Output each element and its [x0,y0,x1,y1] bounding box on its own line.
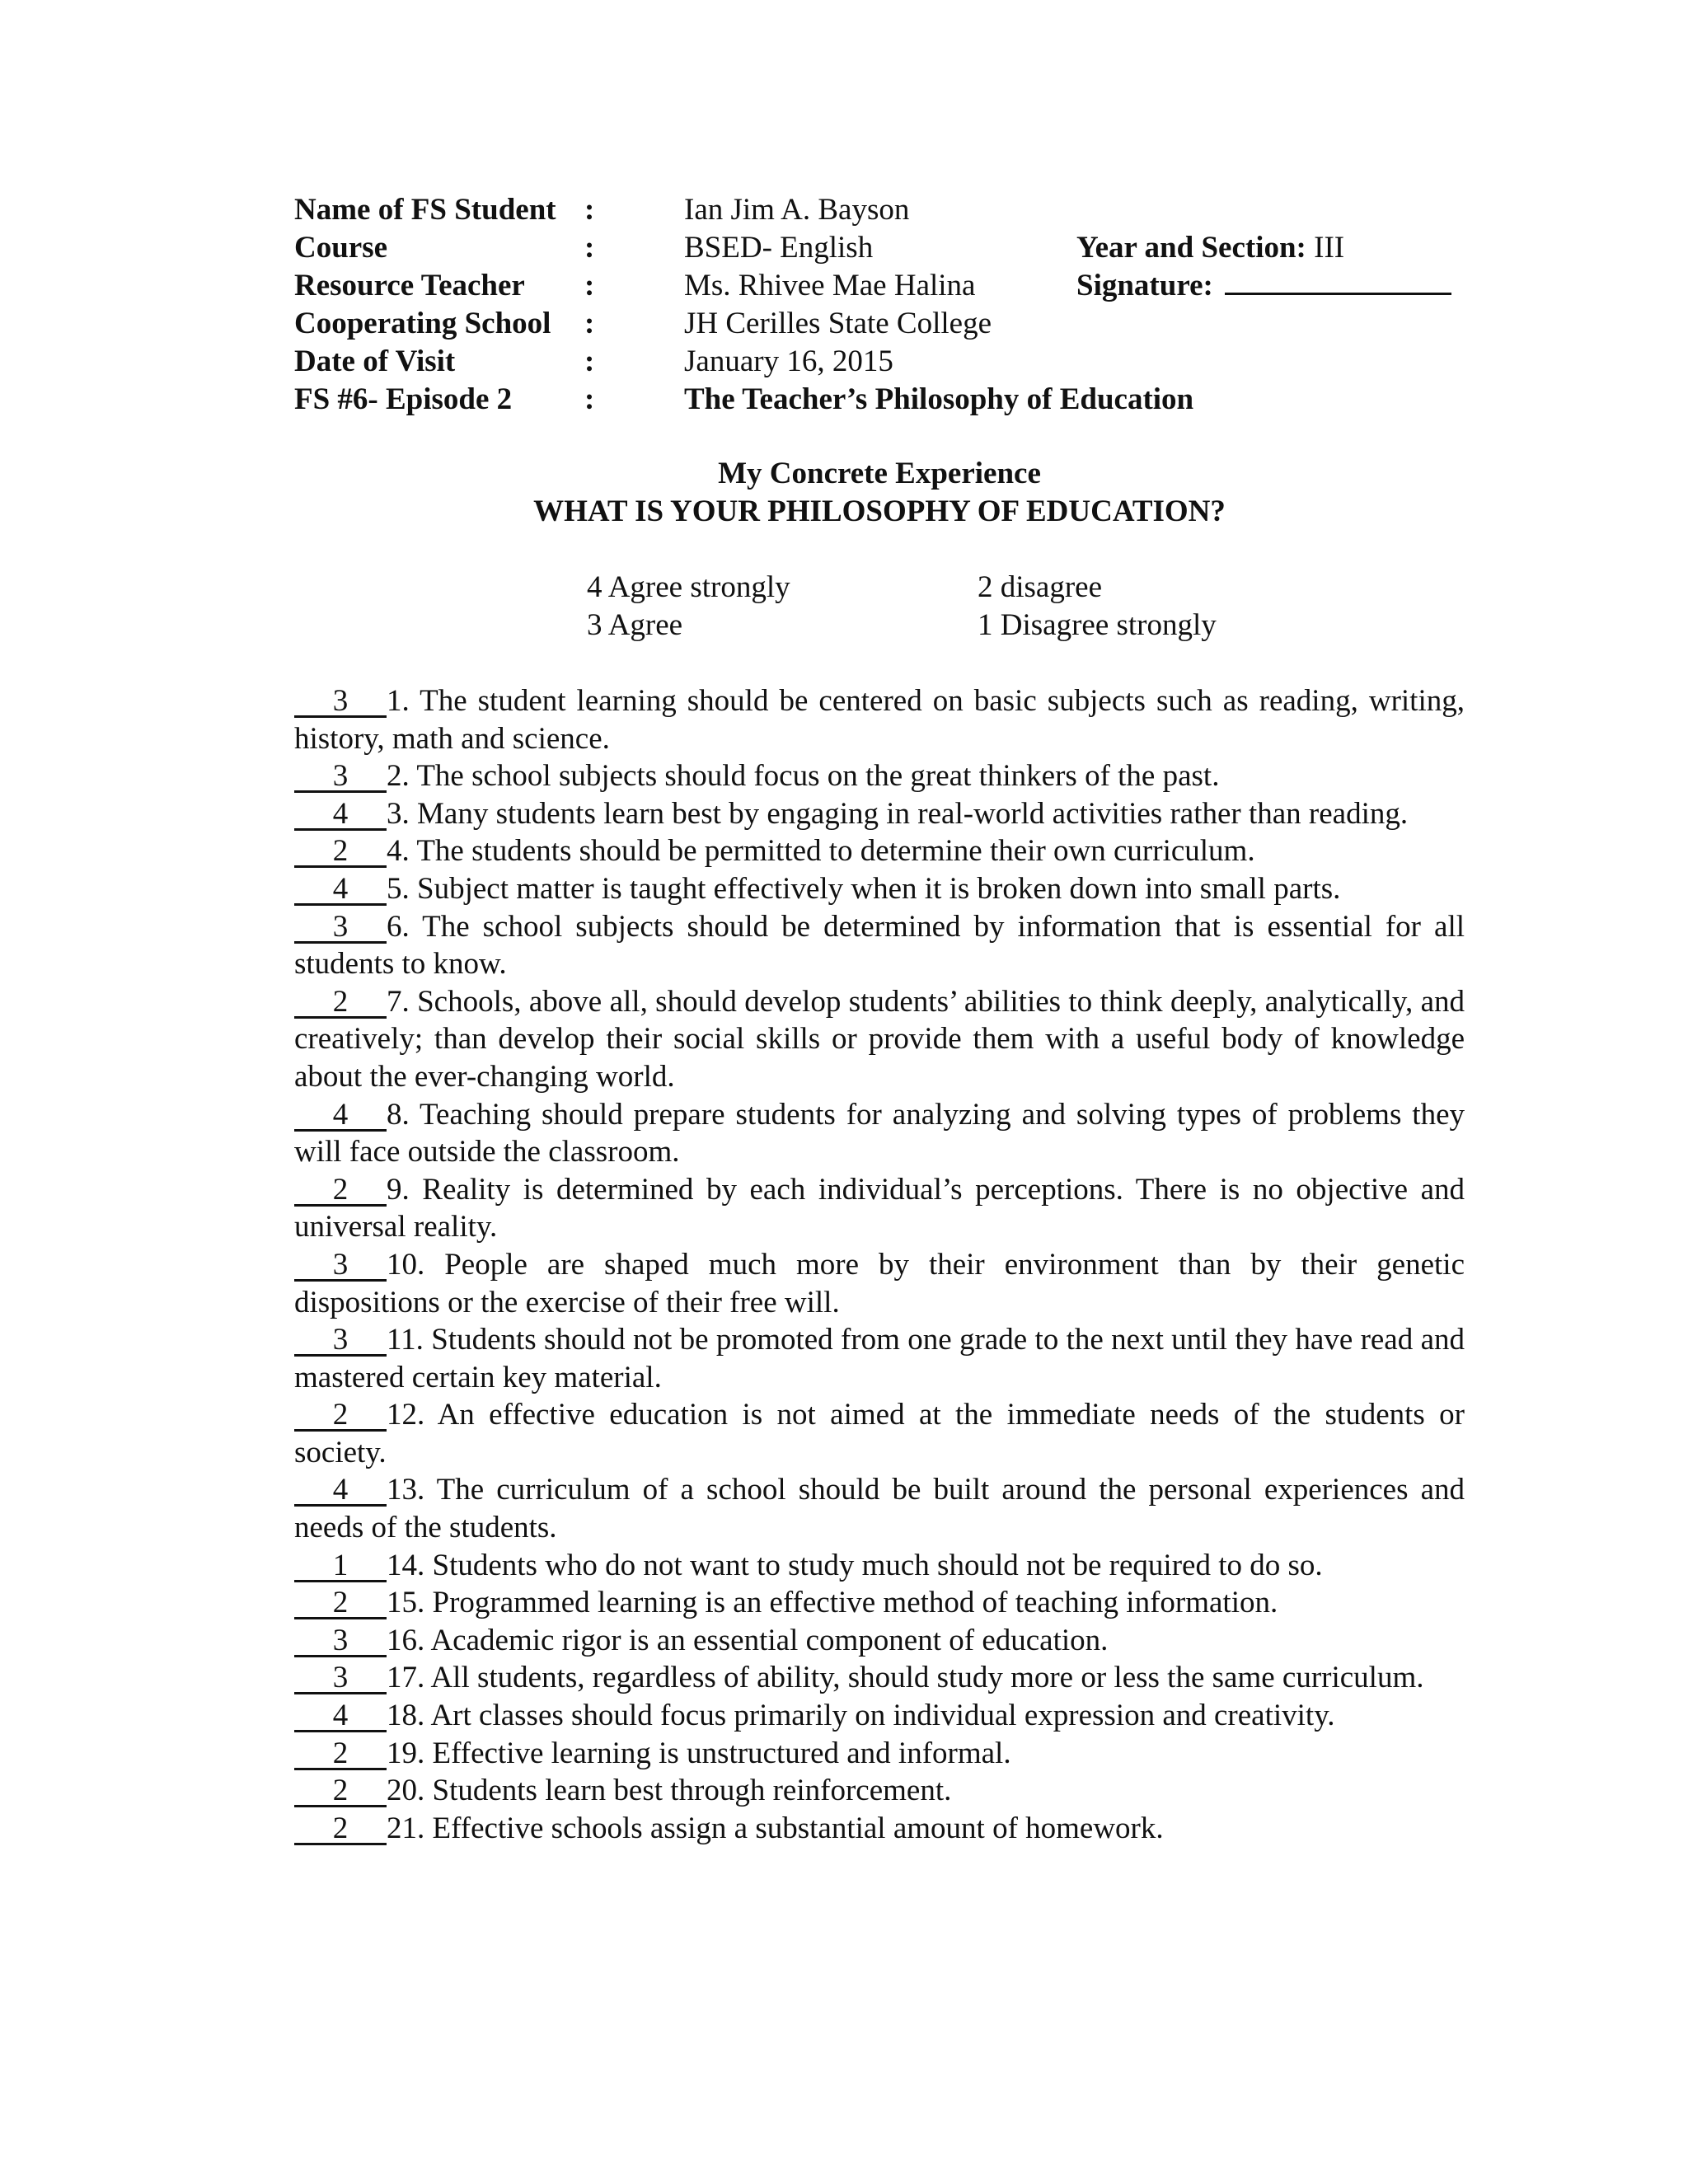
item-statement: 7. Schools, above all, should develop students’ abilities to think deeply, analytically, and creatively; than develop their social skills or provide them with a useful body of knowledge about the ever-changing world. [294,984,1465,1094]
course-value: BSED- English [684,231,874,265]
item-statement: 21. Effective schools assign a substantial amount of homework. [387,1811,1164,1845]
item-statement: 5. Subject matter is taught effectively when it is broken down into small parts. [387,871,1341,906]
item-statement: 4. The students should be permitted to determine their own curriculum. [387,834,1255,869]
year-section-value: III [1314,231,1345,265]
item-statement: 17. All students, regardless of ability, should study more or less the same curriculum. [387,1661,1424,1695]
answer-blank: 2 [294,988,387,1019]
questionnaire-item [294,870,1465,908]
questionnaire-item [294,1697,1465,1735]
answer-blank: 4 [294,1702,387,1732]
scale-agree-strongly: 4 Agree strongly [587,570,790,604]
episode-title: The Teacher’s Philosophy of Education [684,382,1194,416]
answer-blank: 3 [294,762,387,793]
date-of-visit-value: January 16, 2015 [684,344,893,378]
answer-blank: 3 [294,1326,387,1357]
student-name-label: Name of FS Student [294,193,556,227]
year-section-label: Year and Section: [1076,231,1306,265]
questionnaire-item [294,1396,1465,1471]
answer-blank: 3 [294,1627,387,1657]
date-of-visit-label: Date of Visit [294,344,456,378]
questionnaire-item [294,1659,1465,1697]
item-statement: 11. Students should not be promoted from one grade to the next until they have read and mastered certain key material. [294,1323,1465,1394]
signature [1076,267,1451,305]
scale-agree: 3 Agree [587,608,683,642]
questionnaire-item [294,1547,1465,1585]
answer-blank: 2 [294,837,387,868]
questionnaire-item [294,1584,1465,1622]
student-info-header [294,191,1465,419]
year-section [1076,229,1344,267]
item-statement: 18. Art classes should focus primarily on individual expression and creativity. [387,1699,1335,1733]
answer-blank: 4 [294,1476,387,1507]
scale-disagree-strongly: 1 Disagree strongly [978,608,1217,642]
student-name-value: Ian Jim A. Bayson [684,193,910,227]
item-statement: 2. The school subjects should focus on the great thinkers of the past. [387,759,1220,794]
item-statement: 1. The student learning should be centered on basic subjects such as reading, writing, history, math and science. [294,684,1465,756]
item-statement: 20. Students learn best through reinforcement. [387,1774,952,1808]
questionnaire-item [294,1171,1465,1246]
questionnaire-item [294,1772,1465,1810]
item-statement: 8. Teaching should prepare students for analyzing and solving types of problems they will face outside the classroom. [294,1097,1465,1169]
item-statement: 12. An effective education is not aimed at the immediate needs of the students or society. [294,1398,1465,1469]
questionnaire-item [294,1622,1465,1660]
answer-blank: 2 [294,1815,387,1845]
header-row-date [294,343,1465,381]
colon: : [584,269,595,302]
item-statement: 10. People are shaped much more by their environment than by their genetic dispositions or the exercise of their free will. [294,1247,1465,1319]
item-statement: 15. Programmed learning is an effective method of teaching information. [387,1586,1278,1620]
colon: : [584,231,595,265]
answer-blank: 4 [294,875,387,906]
questionnaire-item [294,1471,1465,1546]
cooperating-school-label: Cooperating School [294,307,551,340]
item-statement: 13. The curriculum of a school should be built around the personal experiences and needs of the students. [294,1473,1465,1545]
section-heading: My Concrete Experience [718,457,1041,490]
header-row-student [294,191,1465,229]
item-statement: 6. The school subjects should be determined by information that is essential for all students to know. [294,909,1465,982]
page-title: WHAT IS YOUR PHILOSOPHY OF EDUCATION? [533,494,1226,528]
scale-disagree: 2 disagree [978,570,1103,604]
questionnaire-item [294,908,1465,983]
header-row-course [294,229,1465,267]
questionnaire-item [294,1096,1465,1171]
colon: : [584,307,595,340]
resource-teacher-value: Ms. Rhivee Mae Halina [684,269,976,302]
document-page [294,191,1465,1847]
answer-blank: 2 [294,1176,387,1207]
header-row-school [294,305,1465,343]
colon: : [584,193,595,227]
questionnaire-item [294,1246,1465,1321]
answer-blank: 4 [294,800,387,831]
signature-label: Signature: [1076,269,1213,302]
course-label: Course [294,231,388,265]
questionnaire-item [294,682,1465,757]
questionnaire-item [294,1735,1465,1773]
questionnaire-item [294,1321,1465,1396]
item-statement: 9. Reality is determined by each individual’s perceptions. There is no objective and universal reality. [294,1172,1465,1244]
questionnaire-item [294,832,1465,870]
resource-teacher-label: Resource Teacher [294,269,525,302]
answer-blank: 2 [294,1740,387,1770]
answer-blank: 3 [294,913,387,944]
item-statement: 19. Effective learning is unstructured and informal. [387,1736,1011,1770]
questionnaire-item [294,795,1465,833]
item-statement: 16. Academic rigor is an essential component of education. [387,1623,1109,1657]
answer-blank: 3 [294,687,387,718]
header-row-teacher [294,267,1465,305]
questionnaire-item [294,983,1465,1096]
cooperating-school-value: JH Cerilles State College [684,307,992,340]
answer-blank: 3 [294,1664,387,1694]
questionnaire-item [294,757,1465,795]
answer-blank: 2 [294,1401,387,1432]
answer-blank: 1 [294,1552,387,1582]
colon: : [584,344,595,378]
answer-blank: 2 [294,1777,387,1807]
answer-blank: 4 [294,1101,387,1132]
rating-scale-legend [294,569,1465,644]
header-row-episode [294,381,1465,419]
episode-label: FS #6- Episode 2 [294,382,513,416]
item-statement: 14. Students who do not want to study much should not be required to do so. [387,1548,1323,1582]
answer-blank: 3 [294,1251,387,1282]
colon: : [584,382,595,416]
questionnaire-items [294,682,1465,1847]
item-statement: 3. Many students learn best by engaging in real-world activities rather than reading. [387,796,1409,831]
signature-line [1225,268,1451,295]
answer-blank: 2 [294,1589,387,1619]
questionnaire-item [294,1810,1465,1848]
